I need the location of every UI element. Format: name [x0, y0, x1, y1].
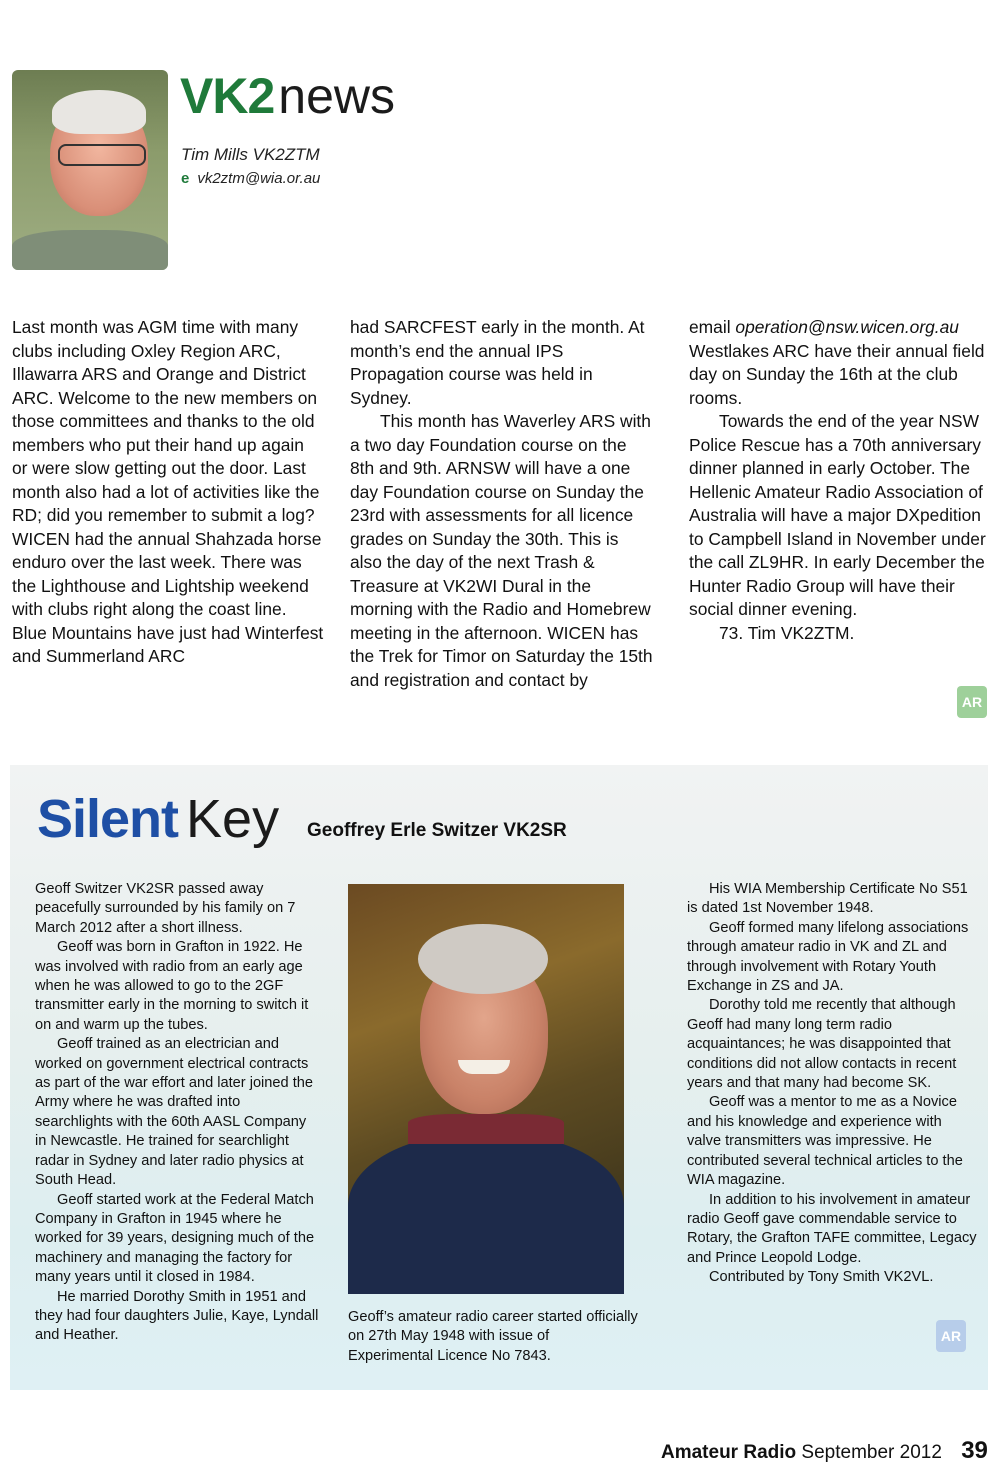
- section-code: VK2: [180, 68, 275, 124]
- news-paragraph: Last month was AGM time with many clubs including Oxley Region ARC, Illawarra ARS and Orange and District ARC. Welcome to the new members on those committees and thanks to the old members who put their hand up again or were slow getting out the door. Last month also had a lot of activities like the RD; did you remember to submit a log? WICEN had the annual Shahzada horse enduro over the last week. There was the Lighthouse and Lightship weekend with clubs right along the coast line. Blue Mountains have just had Winterfest and Summerland ARC: [12, 317, 324, 666]
- silent-key-column-3: [687, 880, 977, 1288]
- news-column-3: [689, 316, 994, 645]
- sk-paragraph: He married Dorothy Smith in 1951 and they had four daughters Julie, Kaye, Lyndall and Heather.: [35, 1288, 319, 1344]
- silent-key-title: [37, 788, 279, 850]
- news-paragraph: Westlakes ARC have their annual field day on Sunday the 16th at the club rooms.: [689, 340, 985, 408]
- sk-paragraph: Geoff was born in Grafton in 1922. He was involved with radio from an early age when he was allowed to go to the 2GF transmitter early in the morning to switch it on and warm up the tubes.: [35, 939, 309, 1033]
- sk-paragraph: Dorothy told me recently that although Geoff had many long term radio acquaintances; he was disappointed that conditions did not allow contacts in recent years and that many had become SK.: [687, 997, 957, 1092]
- email-icon: e: [181, 170, 190, 187]
- sk-paragraph: Geoff Switzer VK2SR passed away peacefully surrounded by his family on 7 March 2012 after a short illness.: [35, 881, 296, 936]
- news-paragraph: Towards the end of the year NSW Police Rescue has a 70th anniversary dinner planned in early October. The Hellenic Amateur Radio Association of Australia will have a major DXpedition to Campbell Island in November under the call ZL9HR. In early December the Hunter Radio Group will have their social dinner evening.: [689, 411, 986, 619]
- ar-logo-icon: AR: [936, 1320, 966, 1352]
- magazine-name: Amateur Radio: [661, 1442, 797, 1463]
- issue-date: September 2012: [801, 1442, 942, 1463]
- sk-paragraph: Geoff was a mentor to me as a Novice and his knowledge and experience with valve transmitters was impressive. He contributed several technical articles to the WIA magazine.: [687, 1094, 963, 1189]
- silent-key-column-1: [35, 880, 320, 1346]
- silent-key-title-key: Key: [186, 789, 280, 849]
- news-paragraph: This month has Waverley ARS with a two day Foundation course on the 8th and 9th. ARNSW will have a one day Foundation course on Sunday the 23rd with assessments for all licence grades on Sunday the 30th. This is also the day of the next Trash & Treasure at VK2WI Dural in the morning with the Radio and Homebrew meeting in the afternoon. WICEN has the Trek for Timor on Saturday the 15th and registration and contact by: [350, 411, 653, 690]
- author-photo: [12, 70, 168, 270]
- sk-paragraph: Geoff started work at the Federal Match Company in Grafton in 1945 where he worked for 39 years, designing much of the machinery and managing the factory for many years until it closed in 1984.: [35, 1191, 315, 1286]
- silent-key-photo: [348, 884, 624, 1294]
- sk-contributor: Contributed by Tony Smith VK2VL.: [709, 1269, 934, 1286]
- photo-caption: Geoff’s amateur radio career started officially on 27th May 1948 with issue of Experimental Licence No 7843.: [348, 1309, 638, 1364]
- section-title: [180, 66, 395, 126]
- silent-key-title-silent: Silent: [37, 789, 179, 849]
- author-email-link[interactable]: vk2ztm@wia.or.au: [197, 170, 321, 187]
- news-column-2: [350, 316, 655, 692]
- news-paragraph: had SARCFEST early in the month. At month’s end the annual IPS Propagation course was held in Sydney.: [350, 317, 645, 408]
- sk-paragraph: His WIA Membership Certificate No S51 is dated 1st November 1948.: [687, 881, 968, 917]
- sk-paragraph: Geoff trained as an electrician and worked on government electrical contracts as part of the war effort and later joined the Army where he was drafted into searchlights with the 60th AASL Company in Newcastle. He trained for searchlight radar in Sydney and later radio physics at South Head.: [35, 1036, 313, 1189]
- page-number: 39: [961, 1437, 988, 1464]
- section-word: news: [278, 68, 395, 124]
- author-email-row: [181, 170, 320, 187]
- silent-key-name: Geoffrey Erle Switzer VK2SR: [307, 820, 567, 841]
- page-footer: [661, 1437, 988, 1465]
- sk-paragraph: Geoff formed many lifelong associations through amateur radio in VK and ZL and through involvement with Rotary Youth Exchange in ZS and JA.: [687, 919, 969, 995]
- email-prefix: email: [689, 317, 731, 337]
- news-column-1: [12, 316, 324, 669]
- sk-paragraph: In addition to his involvement in amateur radio Geoff gave commendable service to Rotary, the Grafton TAFE committee, Legacy and Prince Leopold Lodge.: [687, 1191, 977, 1266]
- news-email-line: [689, 316, 994, 340]
- ar-logo-icon: AR: [957, 686, 987, 718]
- author-name: Tim Mills VK2ZTM: [181, 145, 320, 164]
- wicen-email-link[interactable]: operation@nsw.wicen.org.au: [735, 317, 959, 337]
- news-signoff: 73. Tim VK2ZTM.: [719, 622, 855, 643]
